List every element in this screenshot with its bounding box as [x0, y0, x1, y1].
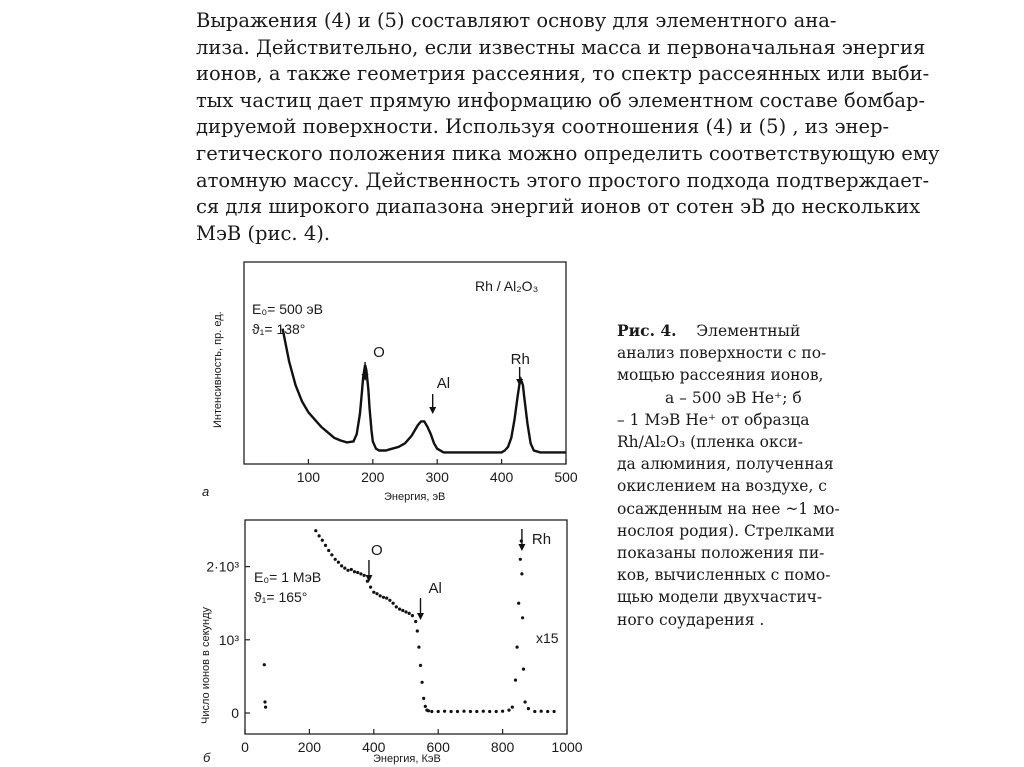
chart-b-point — [482, 710, 485, 713]
paragraph-line: лиза. Действительно, если известны масса и первоначальная энергия — [196, 35, 926, 59]
paragraph-line: дируемой поверхности. Используя соотношения (4) и (5) , из энер- — [196, 115, 890, 139]
chart-b-peak-rh-arrowhead — [518, 544, 525, 551]
chart-b-point — [411, 614, 414, 617]
chart-b-xtick-label: 400 — [362, 739, 386, 755]
chart-b-point — [330, 553, 333, 556]
chart-b-point — [340, 564, 343, 567]
chart-b-point — [263, 700, 266, 703]
chart-b-point — [417, 646, 420, 649]
chart-b-point — [392, 602, 395, 605]
caption-line: мощью рассеяния ионов, — [617, 366, 824, 385]
chart-a-peak-o-label: O — [373, 344, 385, 361]
chart-b-panel-label: б — [203, 750, 211, 765]
chart-b-point — [540, 710, 543, 713]
chart-a-xtick-label: 100 — [296, 469, 321, 485]
caption-line: Элементный — [696, 322, 801, 340]
chart-a-panel-label: а — [202, 484, 210, 499]
chart-b-point — [524, 700, 527, 703]
chart-b-point — [443, 710, 446, 713]
caption-line: ков, вычисленных с помо- — [617, 566, 831, 585]
chart-b-peak-al-label: Al — [428, 580, 442, 597]
chart-a-peak-al-label: Al — [436, 375, 451, 392]
chart-b-point — [334, 558, 337, 561]
chart-b-point — [527, 707, 530, 710]
chart-b-point — [516, 646, 519, 649]
chart-a-peak-rh-label: Rh — [510, 351, 530, 368]
chart-b-multiplier-label: x15 — [536, 630, 559, 646]
chart-b-xtick-label: 600 — [426, 739, 450, 755]
caption-line: окислением на воздухе, с — [617, 477, 827, 496]
chart-b-point — [462, 710, 465, 713]
chart-b-xtick-label: 0 — [241, 739, 249, 755]
chart-a-xtick-label: 400 — [489, 469, 514, 485]
chart-b-point — [375, 592, 378, 595]
chart-a-title: Rh / Al₂O₃ — [475, 278, 539, 294]
caption-line: Rh/Al₂O₃ (пленка окси- — [617, 433, 803, 452]
chart-b-point — [520, 572, 523, 575]
chart-b-point — [421, 681, 424, 684]
chart-b-point — [385, 597, 388, 600]
chart-b-point — [382, 596, 385, 599]
chart-b-point — [475, 710, 478, 713]
chart-b-peak-o-label: O — [370, 542, 383, 559]
chart-b-point — [398, 608, 401, 611]
paragraph-line: атомную массу. Действенность этого простого подхода подтверждает- — [196, 168, 930, 192]
chart-b-peak-rh-label: Rh — [531, 531, 552, 548]
chart-b-point — [419, 664, 422, 667]
chart-b-ytick-label: 0 — [231, 705, 239, 721]
chart-b-xlabel: Энергия, КэВ — [373, 753, 441, 765]
chart-b-ylabel: Число ионов в секунду — [200, 607, 212, 724]
chart-b-point — [327, 549, 330, 552]
chart-b-xtick-label: 200 — [297, 739, 322, 755]
caption-line: а – 500 эВ He⁺; б — [665, 388, 802, 407]
chart-b-ytick-label: 2·10³ — [206, 558, 239, 575]
chart-b-point — [469, 710, 472, 713]
chart-a-line — [283, 329, 566, 453]
chart-b-point — [488, 710, 491, 713]
chart-b-point — [414, 620, 417, 623]
chart-b-point — [522, 668, 525, 671]
chart-b-point — [343, 567, 346, 570]
chart-b-point — [369, 586, 372, 589]
chart-b-point — [379, 594, 382, 597]
chart-b-point — [553, 710, 556, 713]
paragraph-line: ионов, а также геометрия рассеяния, то спектр рассеянных или выби- — [196, 62, 930, 86]
chart-b-point — [363, 574, 366, 577]
caption-line: показаны положения пи- — [617, 544, 825, 563]
chart-b-point — [424, 705, 427, 708]
chart-b-point — [495, 710, 498, 713]
chart-b-point — [408, 612, 411, 615]
chart-b-point — [517, 602, 520, 605]
caption-line: – 1 МэВ He⁺ от образца — [617, 410, 810, 429]
caption-line: да алюминия, полученная — [617, 455, 834, 474]
chart-b-point — [437, 710, 440, 713]
caption-line: анализ поверхности с по- — [617, 344, 827, 363]
caption-line: щью модели двухчастич- — [617, 588, 823, 607]
chart-b-point — [514, 679, 517, 682]
chart-b-point — [356, 571, 359, 574]
chart-b-point — [404, 610, 407, 613]
chart-a-xlabel: Энергия, эВ — [384, 491, 446, 503]
chart-b-point — [346, 569, 349, 572]
paragraph-line: ся для широкого диапазона энергий ионов от сотен эВ до нескольких — [196, 195, 921, 219]
caption-line: ного соударения . — [617, 610, 765, 629]
chart-b-point — [401, 609, 404, 612]
chart-b-point — [372, 591, 375, 594]
chart-a-ylabel: Интенсивность, пр. ед. — [212, 311, 224, 428]
chart-b-param-angle: ϑ₁= 165° — [254, 589, 308, 605]
chart-a-xtick-label: 300 — [425, 469, 449, 485]
chart-b-frame — [245, 520, 567, 734]
caption-label: Рис. 4. — [617, 321, 677, 340]
chart-b-point — [456, 710, 459, 713]
paragraph-line: Выражения (4) и (5) составляют основу для элементного ана- — [196, 9, 837, 32]
chart-a-xtick-label: 500 — [554, 469, 578, 485]
chart-b-ytick-label: 10³ — [218, 631, 239, 648]
chart-b-peak-al-arrowhead — [417, 613, 424, 620]
caption-line: осажденным на нее ~1 мо- — [617, 499, 840, 518]
chart-b-xtick-label: 800 — [490, 739, 515, 755]
chart-b-point — [507, 709, 510, 712]
caption-line: нослоя родия). Стрелками — [617, 521, 835, 540]
chart-b-point — [350, 568, 353, 571]
chart-b-point — [501, 710, 504, 713]
chart-a-param-angle: ϑ₁= 138° — [252, 321, 306, 337]
chart-b-point — [511, 706, 514, 709]
chart-a-param-energy: E₀= 500 эВ — [252, 301, 323, 317]
chart-b — [200, 520, 583, 765]
paragraph-line: тых частиц дает прямую информацию об элементном составе бомбар- — [196, 88, 926, 112]
chart-a — [202, 262, 578, 503]
chart-b-point — [430, 710, 433, 713]
chart-b-point — [519, 558, 522, 561]
chart-b-point — [388, 599, 391, 602]
chart-a-peak-al-arrowhead — [429, 407, 436, 414]
chart-b-point — [427, 709, 430, 712]
chart-b-point — [324, 544, 327, 547]
chart-b-point — [321, 539, 324, 542]
chart-b-point — [353, 570, 356, 573]
chart-b-point — [359, 572, 362, 575]
chart-b-point — [318, 534, 321, 537]
paragraph-line: гетического положения пика можно определить соответствующую ему — [196, 141, 940, 165]
chart-b-point — [395, 605, 398, 608]
chart-b-point — [546, 710, 549, 713]
chart-b-point — [264, 706, 267, 709]
chart-b-point — [533, 710, 536, 713]
paragraph-line: МэВ (рис. 4). — [196, 221, 331, 245]
chart-b-xtick-label: 1000 — [551, 739, 583, 755]
chart-b-point — [450, 710, 453, 713]
chart-a-xtick-label: 200 — [361, 469, 385, 485]
chart-b-point — [263, 663, 266, 666]
chart-b-point — [521, 616, 524, 619]
chart-b-param-energy: E₀= 1 МэВ — [254, 569, 322, 585]
chart-b-point — [416, 629, 419, 632]
chart-b-point — [422, 697, 425, 700]
chart-b-point — [337, 561, 340, 564]
chart-b-point — [314, 529, 317, 532]
